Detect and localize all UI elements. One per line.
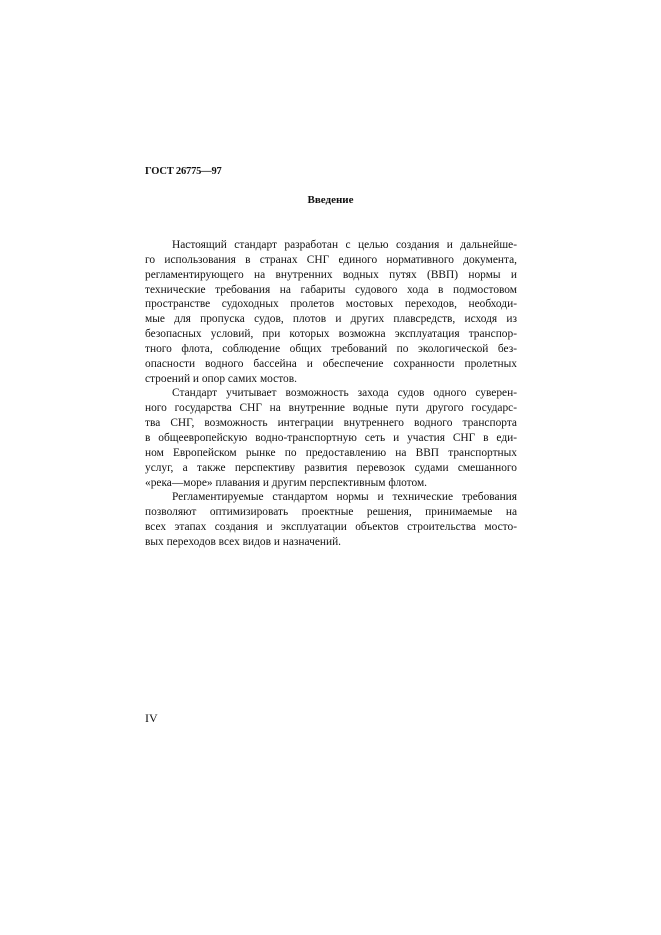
text-line: услуг, а также перспективу развития перевозок судами смешанного (145, 461, 517, 474)
text-line: го использования в странах СНГ единого нормативного документа, (145, 253, 517, 266)
text-line: Регламентируемые стандартом нормы и технические требования (172, 491, 517, 504)
text-line: тва СНГ, возможность интеграции внутреннего водного транспорта (145, 417, 517, 430)
text-line: ном Европейском рынке по предоставлению на ВВП транспортных (145, 446, 517, 459)
text-line: мые для пропуска судов, плотов и других плавсредств, исходя из (145, 313, 517, 326)
text-line: технические требования на габариты судового хода в подмостовом (145, 283, 517, 296)
text-line: Настоящий стандарт разработан с целью создания и дальнейше- (172, 239, 517, 251)
page-number: IV (145, 711, 158, 725)
text-line: Стандарт учитывает возможность захода судов одного суверен- (172, 387, 517, 400)
text-line: ного государства СНГ на внутренние водные пути другого государс- (145, 402, 517, 415)
text-line: опасности водного бассейна и обеспечение сохранности пролетных (145, 357, 517, 370)
document-code: ГОСТ 26775—97 (145, 166, 222, 177)
section-title: Введение (307, 194, 354, 206)
text-line: пространстве судоходных пролетов мостовых переходов, необходи- (145, 298, 517, 311)
paragraph-2 (145, 386, 517, 490)
text-line: строений и опор самих мостов. (145, 372, 297, 385)
paragraph-3 (145, 490, 517, 549)
text-line: «река—море» плавания и другим перспективным флотом. (145, 476, 428, 489)
text-line: вых переходов всех видов и назначений. (145, 535, 342, 548)
text-line: безопасных условий, при которых возможна эксплуатация транспор- (145, 328, 517, 341)
text-line: позволяют оптимизировать проектные решения, принимаемые на (145, 506, 517, 519)
paragraph-1 (145, 238, 517, 386)
body-text (145, 238, 517, 550)
text-line: регламентирующего на внутренних водных путях (ВВП) нормы и (145, 268, 517, 281)
text-line: в общеевропейскую водно-транспортную сеть и участия СНГ в еди- (145, 431, 517, 444)
text-line: всех этапах создания и эксплуатации объектов строительства мосто- (145, 521, 517, 534)
text-line: тного флота, соблюдение общих требований по экологической без- (145, 342, 517, 355)
